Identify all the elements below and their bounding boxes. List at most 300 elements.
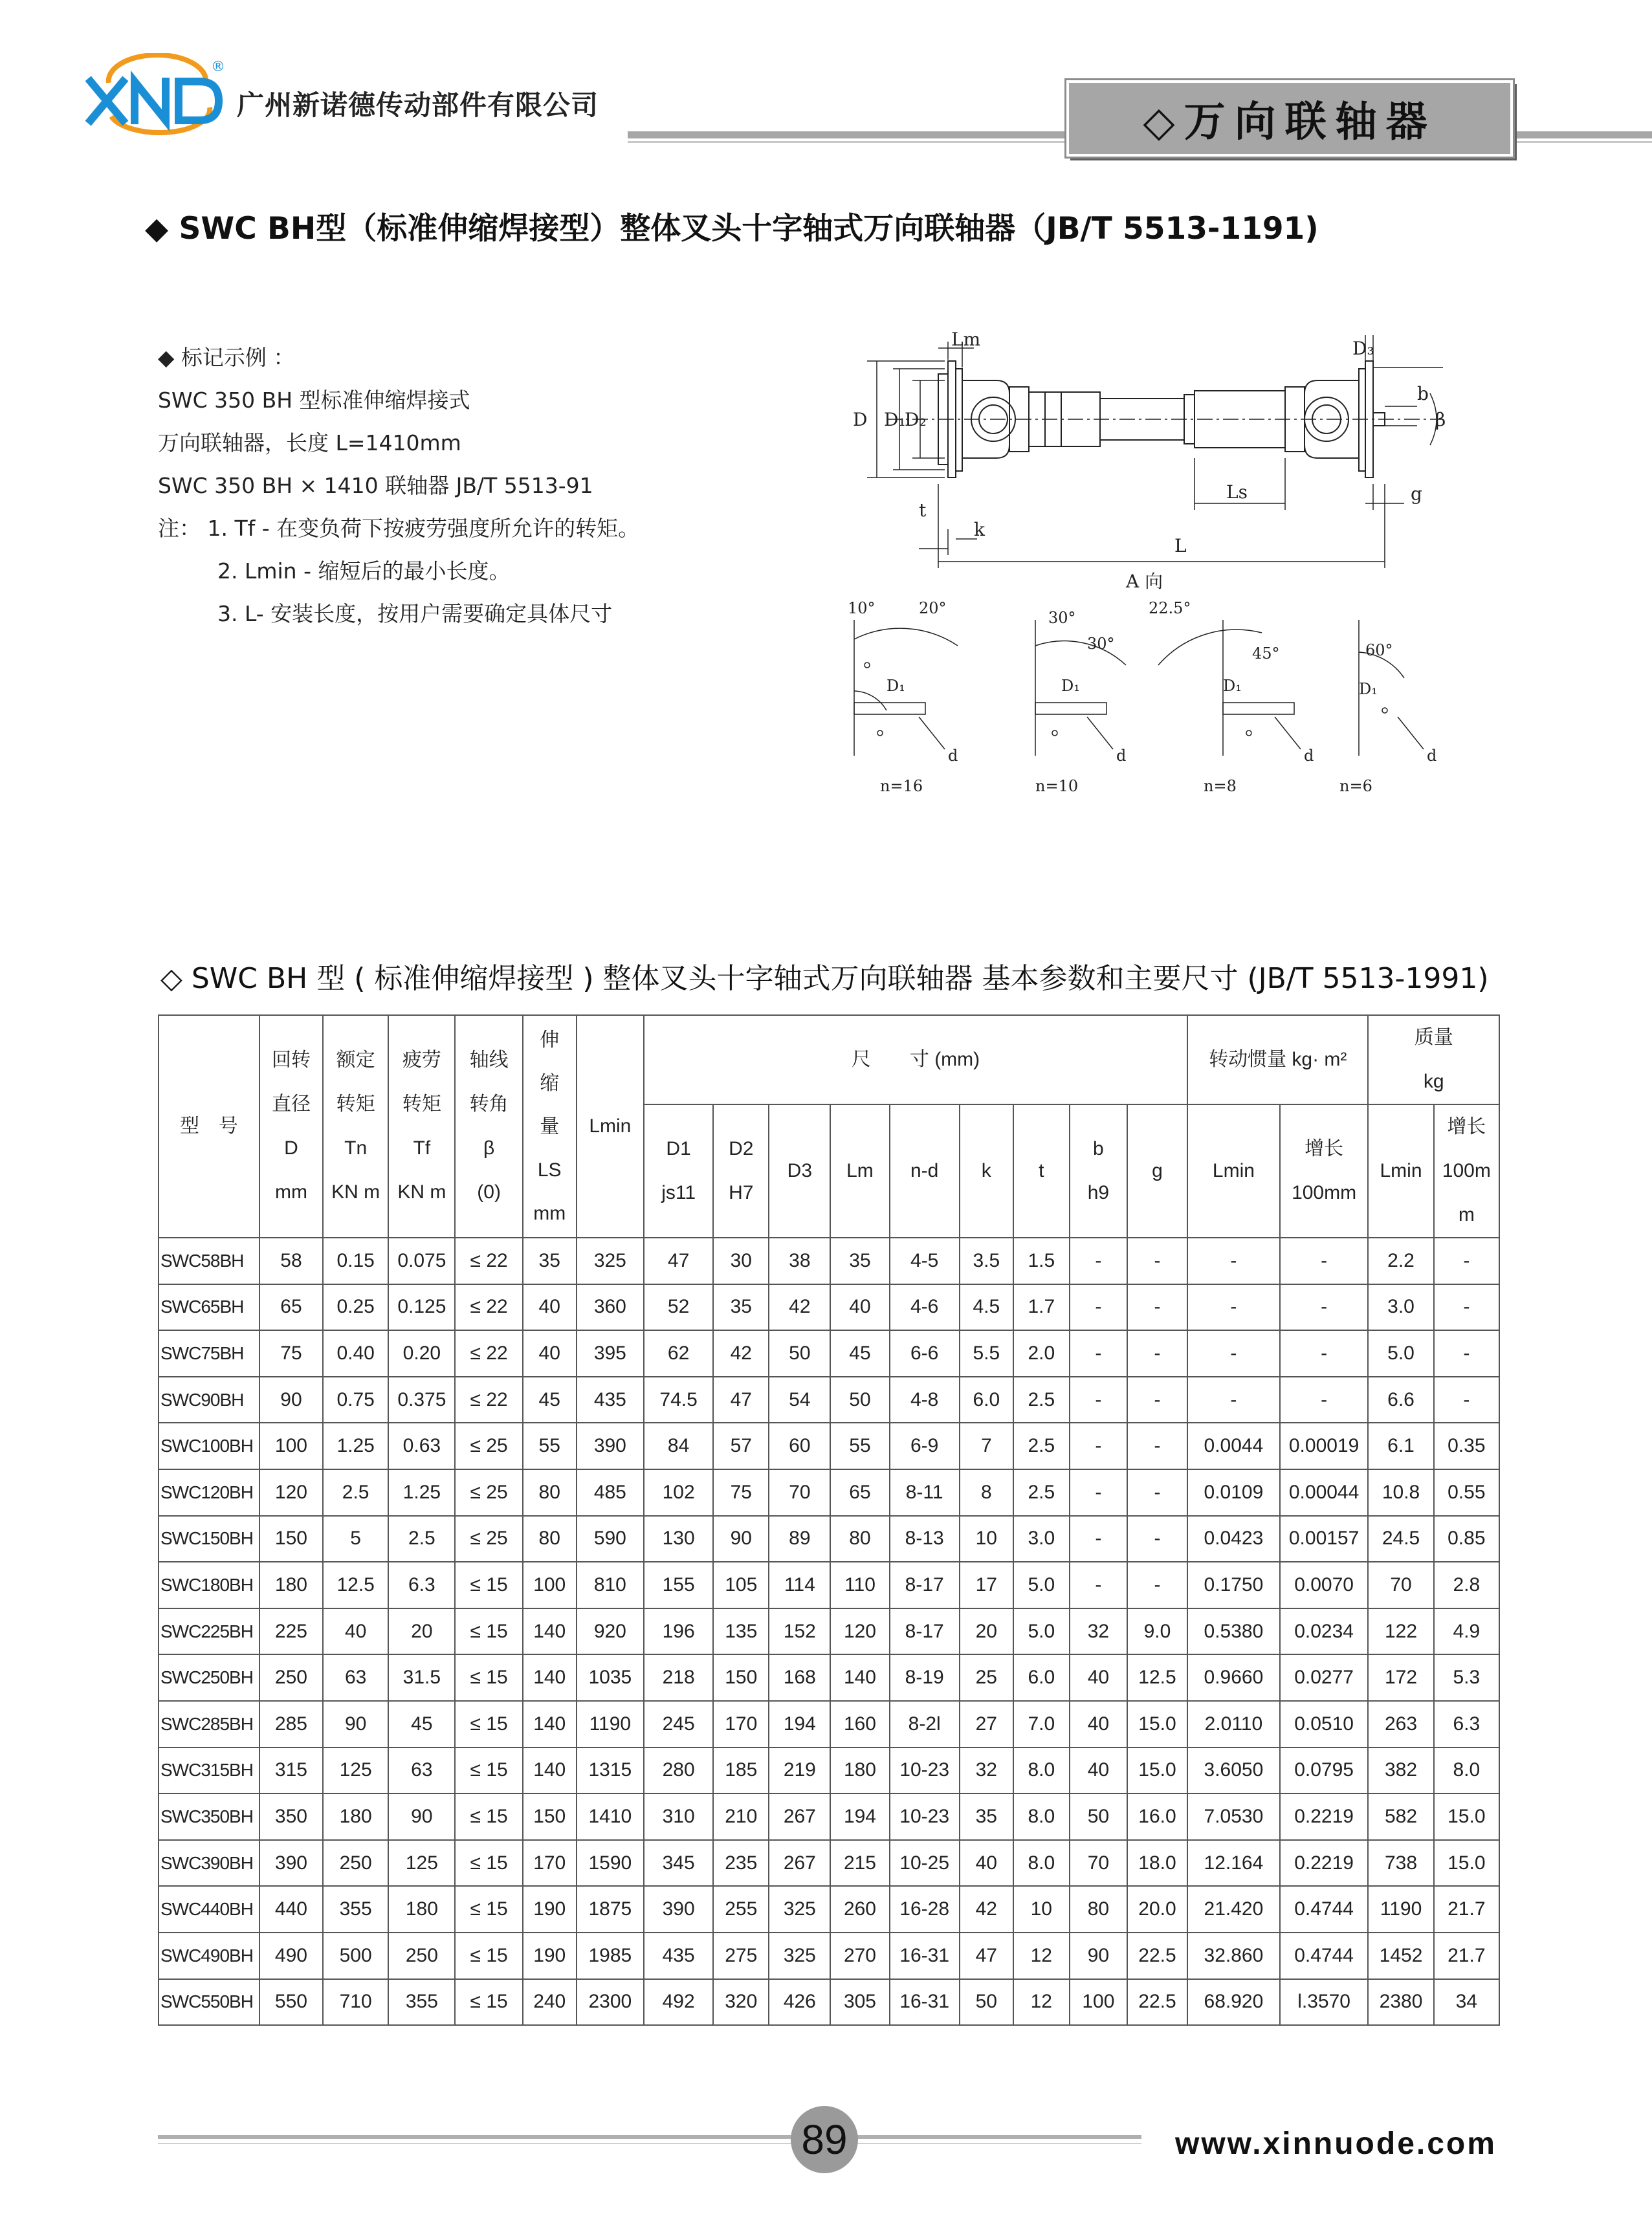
- table-title: ◇ SWC BH 型 ( 标准伸缩焊接型 ) 整体叉头十字轴式万向联轴器 基本参数和主要尺寸 (JB/T 5513-1991): [160, 962, 1489, 995]
- table-cell: -: [1070, 1516, 1127, 1562]
- label-k: k: [974, 519, 985, 540]
- table-cell: 225: [259, 1608, 323, 1655]
- table-row: [159, 1840, 1499, 1887]
- model-cell: SWC150BH: [159, 1516, 259, 1562]
- table-cell: 100: [523, 1562, 577, 1608]
- table-cell: 0.20: [388, 1330, 455, 1377]
- marking-example: [158, 336, 639, 635]
- table-cell: 196: [644, 1608, 713, 1655]
- label-a-view: A 向: [1126, 571, 1163, 592]
- table-cell: 15.0: [1127, 1748, 1187, 1794]
- table-row: [159, 1284, 1499, 1331]
- table-cell: 42: [769, 1284, 830, 1331]
- table-cell: 0.0510: [1280, 1701, 1369, 1748]
- main-title: ◆ SWC BH型（标准伸缩焊接型）整体叉头十字轴式万向联轴器（JB/T 5513-1191): [145, 211, 1319, 247]
- table-cell: 22.5: [1127, 1933, 1187, 1979]
- table-cell: 355: [323, 1886, 388, 1933]
- model-cell: SWC490BH: [159, 1933, 259, 1979]
- table-cell: 267: [769, 1840, 830, 1887]
- table-cell: 0.55: [1434, 1469, 1499, 1516]
- table-cell: 492: [644, 1979, 713, 2026]
- table-cell: 5.0: [1013, 1608, 1070, 1655]
- table-row: [159, 1654, 1499, 1701]
- table-cell: -: [1127, 1284, 1187, 1331]
- flange-angle: 22.5°: [1149, 599, 1191, 617]
- table-cell: 2.5: [388, 1516, 455, 1562]
- table-cell: 190: [523, 1933, 577, 1979]
- table-cell: 360: [577, 1284, 644, 1331]
- table-cell: -: [1280, 1238, 1369, 1284]
- flange-n: n=8: [1204, 777, 1237, 795]
- header-ls: 伸 缩 量 LS mm: [523, 1015, 577, 1238]
- table-cell: 8-13: [890, 1516, 960, 1562]
- table-cell: 0.0109: [1187, 1469, 1280, 1516]
- model-cell: SWC65BH: [159, 1284, 259, 1331]
- model-cell: SWC285BH: [159, 1701, 259, 1748]
- table-cell: 194: [769, 1701, 830, 1748]
- table-cell: 45: [523, 1377, 577, 1423]
- table-cell: 0.0277: [1280, 1654, 1369, 1701]
- table-cell: -: [1434, 1238, 1499, 1284]
- table-body: [159, 1238, 1499, 2025]
- table-cell: 8.0: [1434, 1748, 1499, 1794]
- header-g: g: [1127, 1104, 1187, 1238]
- model-cell: SWC350BH: [159, 1793, 259, 1840]
- table-cell: 0.125: [388, 1284, 455, 1331]
- table-cell: 190: [523, 1886, 577, 1933]
- table-cell: 35: [960, 1793, 1013, 1840]
- table-cell: 6.0: [1013, 1654, 1070, 1701]
- table-cell: 120: [259, 1469, 323, 1516]
- table-cell: 90: [1070, 1933, 1127, 1979]
- table-cell: ≤ 22: [455, 1330, 522, 1377]
- model-cell: SWC225BH: [159, 1608, 259, 1655]
- table-cell: 35: [713, 1284, 769, 1331]
- header-lm: Lm: [830, 1104, 889, 1238]
- table-cell: 105: [713, 1562, 769, 1608]
- table-cell: -: [1070, 1469, 1127, 1516]
- note-line: 2. Lmin - 缩短后的最小长度。: [217, 558, 511, 584]
- table-cell: 34: [1434, 1979, 1499, 2026]
- table-cell: 2.5: [323, 1469, 388, 1516]
- table-cell: 30: [713, 1238, 769, 1284]
- table-cell: -: [1280, 1330, 1369, 1377]
- table-cell: 102: [644, 1469, 713, 1516]
- table-cell: 263: [1368, 1701, 1433, 1748]
- table-cell: 0.5380: [1187, 1608, 1280, 1655]
- table-cell: 738: [1368, 1840, 1433, 1887]
- flange-d1: D₁: [887, 677, 905, 695]
- table-cell: -: [1070, 1284, 1127, 1331]
- table-cell: 0.25: [323, 1284, 388, 1331]
- table-row: [159, 1748, 1499, 1794]
- table-cell: 490: [259, 1933, 323, 1979]
- table-cell: 40: [1070, 1701, 1127, 1748]
- table-cell: 426: [769, 1979, 830, 2026]
- table-cell: 920: [577, 1608, 644, 1655]
- table-cell: 8: [960, 1469, 1013, 1516]
- table-cell: 0.0234: [1280, 1608, 1369, 1655]
- flange-d1: D₁: [1223, 677, 1242, 695]
- table-cell: ≤ 25: [455, 1469, 522, 1516]
- table-cell: 31.5: [388, 1654, 455, 1701]
- table-cell: 6.6: [1368, 1377, 1433, 1423]
- table-cell: 194: [830, 1793, 889, 1840]
- table-cell: 40: [830, 1284, 889, 1331]
- table-cell: -: [1187, 1377, 1280, 1423]
- table-cell: 47: [713, 1377, 769, 1423]
- table-cell: 38: [769, 1238, 830, 1284]
- table-cell: 350: [259, 1793, 323, 1840]
- table-cell: 4-5: [890, 1238, 960, 1284]
- table-cell: 0.0044: [1187, 1423, 1280, 1469]
- table-cell: 63: [323, 1654, 388, 1701]
- table-cell: 180: [388, 1886, 455, 1933]
- table-cell: 6.3: [1434, 1701, 1499, 1748]
- table-cell: 305: [830, 1979, 889, 2026]
- table-cell: 114: [769, 1562, 830, 1608]
- table-cell: 150: [523, 1793, 577, 1840]
- model-cell: SWC250BH: [159, 1654, 259, 1701]
- table-cell: 70: [1070, 1840, 1127, 1887]
- table-cell: 235: [713, 1840, 769, 1887]
- table-cell: 75: [259, 1330, 323, 1377]
- table-cell: 75: [713, 1469, 769, 1516]
- header-lmin: Lmin: [577, 1015, 644, 1238]
- table-cell: 47: [960, 1933, 1013, 1979]
- table-cell: 582: [1368, 1793, 1433, 1840]
- table-cell: 0.00019: [1280, 1423, 1369, 1469]
- table-cell: 1.25: [388, 1469, 455, 1516]
- table-cell: 4.9: [1434, 1608, 1499, 1655]
- table-cell: 55: [830, 1423, 889, 1469]
- table-cell: 35: [523, 1238, 577, 1284]
- table-cell: 0.0795: [1280, 1748, 1369, 1794]
- table-cell: 8-2l: [890, 1701, 960, 1748]
- table-cell: 1452: [1368, 1933, 1433, 1979]
- table-cell: -: [1280, 1377, 1369, 1423]
- model-cell: SWC120BH: [159, 1469, 259, 1516]
- table-cell: -: [1127, 1516, 1187, 1562]
- table-cell: 355: [388, 1979, 455, 2026]
- table-cell: ≤ 15: [455, 1748, 522, 1794]
- label-t: t: [919, 499, 927, 521]
- table-cell: 22.5: [1127, 1979, 1187, 2026]
- table-cell: 40: [523, 1330, 577, 1377]
- table-cell: 310: [644, 1793, 713, 1840]
- table-cell: 1.25: [323, 1423, 388, 1469]
- table-cell: 8-17: [890, 1562, 960, 1608]
- table-cell: 2380: [1368, 1979, 1433, 2026]
- table-cell: 260: [830, 1886, 889, 1933]
- flange-d: d: [1427, 747, 1437, 765]
- table-row: [159, 1562, 1499, 1608]
- table-cell: 325: [769, 1933, 830, 1979]
- table-cell: ≤ 22: [455, 1284, 522, 1331]
- table-cell: 168: [769, 1654, 830, 1701]
- flange-d: d: [948, 747, 958, 765]
- table-cell: 6-6: [890, 1330, 960, 1377]
- table-cell: 80: [523, 1516, 577, 1562]
- table-cell: 2.0: [1013, 1330, 1070, 1377]
- table-cell: 50: [960, 1979, 1013, 2026]
- table-cell: ≤ 15: [455, 1701, 522, 1748]
- table-cell: 325: [769, 1886, 830, 1933]
- table-cell: 62: [644, 1330, 713, 1377]
- table-cell: -: [1280, 1284, 1369, 1331]
- table-cell: 1315: [577, 1748, 644, 1794]
- table-cell: 0.00157: [1280, 1516, 1369, 1562]
- flange-d: d: [1116, 747, 1127, 765]
- table-cell: 810: [577, 1562, 644, 1608]
- table-row: [159, 1423, 1499, 1469]
- table-cell: ≤ 25: [455, 1516, 522, 1562]
- header-k: k: [960, 1104, 1013, 1238]
- table-cell: 17: [960, 1562, 1013, 1608]
- table-cell: 435: [644, 1933, 713, 1979]
- table-cell: -: [1187, 1330, 1280, 1377]
- table-cell: 390: [577, 1423, 644, 1469]
- label-lm: Lm: [951, 329, 981, 350]
- table-cell: 40: [523, 1284, 577, 1331]
- table-cell: 125: [323, 1748, 388, 1794]
- note-line: 3. L- 安装长度，按用户需要确定具体尺寸: [217, 601, 613, 626]
- table-cell: 65: [259, 1284, 323, 1331]
- example-heading: ◆ 标记示例 ：: [158, 345, 295, 370]
- label-b: b: [1417, 383, 1429, 404]
- table-cell: 32.860: [1187, 1933, 1280, 1979]
- table-cell: 6-9: [890, 1423, 960, 1469]
- table-cell: 135: [713, 1608, 769, 1655]
- table-cell: 2300: [577, 1979, 644, 2026]
- table-row: [159, 1886, 1499, 1933]
- table-cell: 7.0530: [1187, 1793, 1280, 1840]
- table-cell: -: [1070, 1330, 1127, 1377]
- table-cell: 12.164: [1187, 1840, 1280, 1887]
- table-cell: 10: [1013, 1886, 1070, 1933]
- table-cell: 16-31: [890, 1933, 960, 1979]
- flange-d1: D₁: [1061, 677, 1080, 695]
- table-cell: 390: [259, 1840, 323, 1887]
- table-cell: 0.15: [323, 1238, 388, 1284]
- header-d1: D1 js11: [644, 1104, 713, 1238]
- table-cell: 0.2219: [1280, 1840, 1369, 1887]
- table-cell: 155: [644, 1562, 713, 1608]
- flange-angle: 30°: [1048, 609, 1076, 627]
- footer-rule: [158, 2135, 1141, 2139]
- table-cell: 70: [1368, 1562, 1433, 1608]
- model-cell: SWC440BH: [159, 1886, 259, 1933]
- table-cell: 185: [713, 1748, 769, 1794]
- table-cell: 16.0: [1127, 1793, 1187, 1840]
- table-cell: ≤ 22: [455, 1377, 522, 1423]
- flange-angle: 45°: [1252, 644, 1280, 663]
- header-mass-lmin: Lmin: [1368, 1104, 1433, 1238]
- table-cell: 250: [259, 1654, 323, 1701]
- model-cell: SWC315BH: [159, 1748, 259, 1794]
- table-cell: 2.5: [1013, 1469, 1070, 1516]
- table-cell: l.3570: [1280, 1979, 1369, 2026]
- coupling-diagram: [822, 329, 1501, 807]
- header-dimensions: 尺 寸 (mm): [644, 1015, 1187, 1104]
- table-cell: 45: [830, 1330, 889, 1377]
- table-cell: 6.3: [388, 1562, 455, 1608]
- table-cell: 160: [830, 1701, 889, 1748]
- table-cell: 100: [1070, 1979, 1127, 2026]
- table-cell: 60: [769, 1423, 830, 1469]
- table-cell: 275: [713, 1933, 769, 1979]
- example-line: 万向联轴器，长度 L=1410mm: [158, 430, 461, 455]
- table-cell: 12.5: [323, 1562, 388, 1608]
- table-row: [159, 1793, 1499, 1840]
- table-cell: 0.40: [323, 1330, 388, 1377]
- model-cell: SWC550BH: [159, 1979, 259, 2026]
- table-cell: 10-23: [890, 1793, 960, 1840]
- note-line: 注： 1. Tf - 在变负荷下按疲劳强度所允许的转矩。: [158, 516, 640, 541]
- label-d1: D₁: [884, 409, 906, 430]
- table-cell: ≤ 25: [455, 1423, 522, 1469]
- table-cell: 0.75: [323, 1377, 388, 1423]
- table-cell: -: [1434, 1284, 1499, 1331]
- table-cell: 0.9660: [1187, 1654, 1280, 1701]
- header-inertia-lmin: Lmin: [1187, 1104, 1280, 1238]
- table-cell: 2.0110: [1187, 1701, 1280, 1748]
- table-cell: 40: [1070, 1748, 1127, 1794]
- table-cell: 65: [830, 1469, 889, 1516]
- table-cell: 9.0: [1127, 1608, 1187, 1655]
- table-cell: 240: [523, 1979, 577, 2026]
- registered-mark: ®: [211, 59, 225, 75]
- table-cell: ≤ 15: [455, 1608, 522, 1655]
- table-cell: 255: [713, 1886, 769, 1933]
- example-line: SWC 350 BH 型标准伸缩焊接式: [158, 388, 470, 413]
- label-beta: β: [1435, 409, 1446, 430]
- flange-n: n=10: [1035, 777, 1079, 795]
- table-cell: ≤ 15: [455, 1793, 522, 1840]
- table-cell: 1.5: [1013, 1238, 1070, 1284]
- table-cell: 5.5: [960, 1330, 1013, 1377]
- label-g: g: [1411, 483, 1422, 505]
- table-cell: ≤ 22: [455, 1238, 522, 1284]
- table-cell: 245: [644, 1701, 713, 1748]
- table-cell: 485: [577, 1469, 644, 1516]
- table-cell: 1590: [577, 1840, 644, 1887]
- table-row: [159, 1608, 1499, 1655]
- header-tf: 疲劳 转矩 Tf KN m: [388, 1015, 455, 1238]
- table-cell: 150: [713, 1654, 769, 1701]
- table-cell: 10.8: [1368, 1469, 1433, 1516]
- table-cell: 0.375: [388, 1377, 455, 1423]
- table-cell: 0.0070: [1280, 1562, 1369, 1608]
- table-cell: 1190: [577, 1701, 644, 1748]
- table-cell: 12: [1013, 1979, 1070, 2026]
- flange-angle: 20°: [919, 599, 947, 617]
- table-cell: 130: [644, 1516, 713, 1562]
- table-row: [159, 1377, 1499, 1423]
- footer-rule-thin: [158, 2143, 1141, 2144]
- table-cell: 8-11: [890, 1469, 960, 1516]
- table-cell: ≤ 15: [455, 1654, 522, 1701]
- website-url[interactable]: www.xinnuode.com: [1175, 2127, 1497, 2161]
- table-row: [159, 1516, 1499, 1562]
- table-cell: 10: [960, 1516, 1013, 1562]
- header-inertia-inc: 增长 100mm: [1280, 1104, 1369, 1238]
- table-cell: 80: [523, 1469, 577, 1516]
- table-cell: 32: [960, 1748, 1013, 1794]
- table-cell: 325: [577, 1238, 644, 1284]
- table-cell: -: [1127, 1377, 1187, 1423]
- model-cell: SWC390BH: [159, 1840, 259, 1887]
- table-cell: 68.920: [1187, 1979, 1280, 2026]
- table-cell: 110: [830, 1562, 889, 1608]
- table-cell: 3.5: [960, 1238, 1013, 1284]
- table-cell: 550: [259, 1979, 323, 2026]
- table-cell: 345: [644, 1840, 713, 1887]
- table-cell: 0.63: [388, 1423, 455, 1469]
- flange-n: n=6: [1339, 777, 1372, 795]
- coupling-drawing: [887, 361, 1443, 477]
- table-cell: ≤ 15: [455, 1933, 522, 1979]
- table-cell: 382: [1368, 1748, 1433, 1794]
- model-cell: SWC100BH: [159, 1423, 259, 1469]
- flange-angle: 60°: [1365, 641, 1393, 659]
- flange-angle: 10°: [848, 599, 876, 617]
- table-cell: 267: [769, 1793, 830, 1840]
- table-cell: 395: [577, 1330, 644, 1377]
- table-cell: 50: [830, 1377, 889, 1423]
- header-beta: 轴线 转角 β (0): [455, 1015, 522, 1238]
- table-cell: 0.2219: [1280, 1793, 1369, 1840]
- table-cell: 0.1750: [1187, 1562, 1280, 1608]
- table-cell: -: [1070, 1562, 1127, 1608]
- header-d2: D2 H7: [713, 1104, 769, 1238]
- table-cell: 590: [577, 1516, 644, 1562]
- example-line: SWC 350 BH × 1410 联轴器 JB/T 5513-91: [158, 473, 593, 498]
- table-cell: 210: [713, 1793, 769, 1840]
- label-d2: D₂: [905, 409, 927, 430]
- table-cell: 435: [577, 1377, 644, 1423]
- table-cell: 500: [323, 1933, 388, 1979]
- table-cell: 140: [523, 1748, 577, 1794]
- table-cell: 24.5: [1368, 1516, 1433, 1562]
- table-cell: 180: [259, 1562, 323, 1608]
- table-cell: 42: [713, 1330, 769, 1377]
- table-cell: -: [1127, 1562, 1187, 1608]
- table-cell: 25: [960, 1654, 1013, 1701]
- table-cell: 219: [769, 1748, 830, 1794]
- table-cell: 70: [769, 1469, 830, 1516]
- table-cell: 74.5: [644, 1377, 713, 1423]
- table-row: [159, 1469, 1499, 1516]
- table-cell: 440: [259, 1886, 323, 1933]
- table-cell: 1985: [577, 1933, 644, 1979]
- table-cell: 4-6: [890, 1284, 960, 1331]
- table-cell: 58: [259, 1238, 323, 1284]
- flange-n: n=16: [880, 777, 923, 795]
- table-cell: 6.1: [1368, 1423, 1433, 1469]
- table-cell: -: [1187, 1284, 1280, 1331]
- table-cell: 7.0: [1013, 1701, 1070, 1748]
- table-cell: 4-8: [890, 1377, 960, 1423]
- table-cell: 54: [769, 1377, 830, 1423]
- table-cell: 0.85: [1434, 1516, 1499, 1562]
- table-cell: ≤ 15: [455, 1979, 522, 2026]
- table-cell: 2.2: [1368, 1238, 1433, 1284]
- table-cell: 89: [769, 1516, 830, 1562]
- label-l: L: [1174, 535, 1187, 556]
- label-ls: Ls: [1226, 481, 1248, 503]
- table-cell: 125: [388, 1840, 455, 1887]
